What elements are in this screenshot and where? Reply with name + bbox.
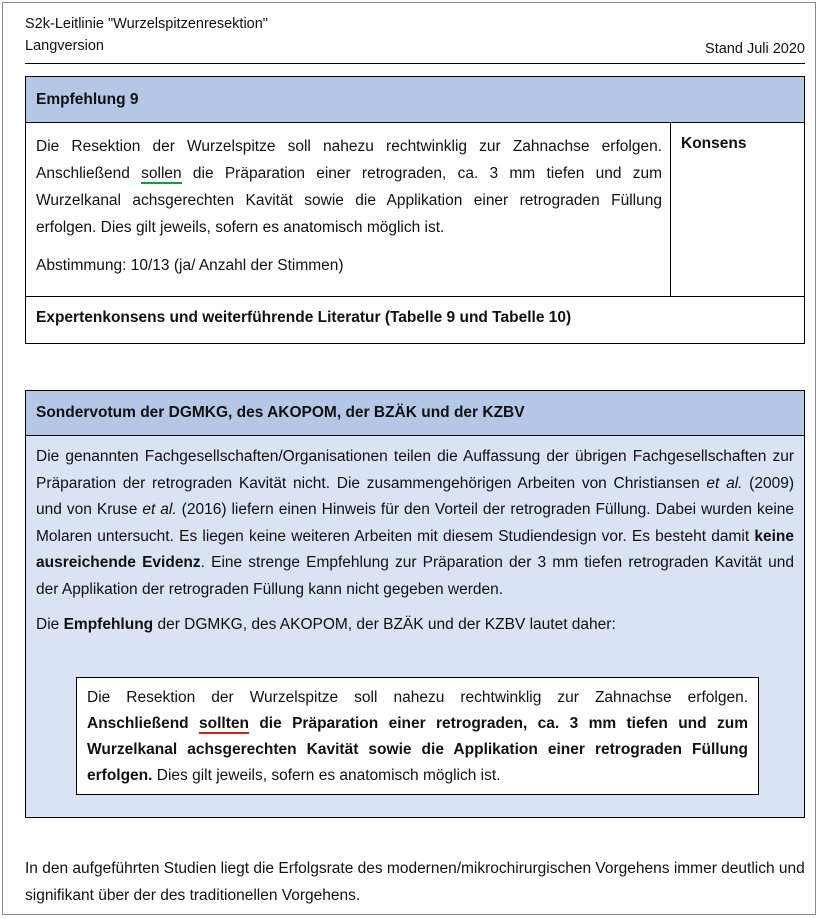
document-subtitle: Langversion [25,38,104,54]
inner-bold-2: die Präparation einer retrograden, ca. 3 mm tiefen und zum Wurzelkanal achsgerechten Kavität sowie die Applikation einer retrograden Füllung erfolgen. [87,715,748,784]
underlined-sollten: sollten [199,715,249,732]
p2-text-a: Die [36,616,64,633]
recommendation-text-part-2: die Präparation einer retrograden, ca. 3 mm tiefen und zum Wurzelkanal achsgerechten Kavität sowie die Applikation einer retrograden Füllung erfolgen. Dies gilt jeweils, sofern es anatomisch möglich ist. [36,165,662,236]
consensus-label: Konsens [681,135,747,152]
underlined-sollen: sollen [141,165,182,182]
p1-bold: keine ausreichende Evidenz [36,527,794,571]
closing-paragraph: In den aufgeführten Studien liegt die Erfolgsrate des modernen/mikrochirurgischen Vorgehens immer deutlich und signifikant über der des traditionellen Vorgehens. [25,860,805,904]
document-date: Stand Juli 2020 [705,41,805,57]
special-vote-heading: Sondervotum der DGMKG, des AKOPOM, der BZÄK und der KZBV [26,391,804,436]
inner-bold-1: Anschließend [87,715,199,732]
p2-bold: Empfehlung [63,616,154,633]
p1-text-b: (2009) und von Kruse [36,474,794,518]
page-header [25,13,805,57]
inner-text-1: Die Resektion der Wurzelspitze soll nahezu rechtwinklig zur Zahnachse erfolgen. [87,689,748,706]
vote-result: Abstimmung: 10/13 (ja/ Anzahl der Stimmen) [36,257,344,274]
alternative-recommendation-box [76,677,759,795]
recommendation-box [25,76,805,344]
special-vote-paragraph-1 [36,444,794,603]
column-divider [670,123,671,296]
special-vote-paragraph-2 [36,612,794,638]
inner-text-2: Dies gilt jeweils, sofern es anatomisch möglich ist. [152,767,501,784]
p2-text-b: der DGMKG, des AKOPOM, der BZÄK und der KZBV lautet daher: [153,616,616,633]
et-al-1: et al. [706,474,743,492]
recommendation-text-part-1: Die Resektion der Wurzelspitze soll nahezu rechtwinklig zur Zahnachse erfolgen. Anschließend [36,138,662,182]
et-al-2: et al. [142,501,177,518]
p1-text-c: (2016) liefern einen Hinweis für den Vorteil der retrograden Füllung. Dabei wurden keine Molaren untersucht. Es liegen keine weiteren Arbeiten mit diesem Studiendesign vor. Es besteht damit [36,501,795,545]
recommendation-text [36,133,662,279]
document-title: S2k-Leitlinie "Wurzelspitzenresektion" [25,16,268,32]
recommendation-heading: Empfehlung 9 [26,77,804,123]
recommendation-body [26,123,804,297]
recommendation-footer: Expertenkonsens und weiterführende Literatur (Tabelle 9 und Tabelle 10) [36,309,572,326]
p1-text-a: Die genannten Fachgesellschaften/Organisationen teilen die Auffassung der übrigen Fachgesellschaften zur Präparation der retrograden Kavität nicht. Die zusammengehörigen Arbeiten von Christiansen [36,448,794,492]
special-vote-box [25,390,805,818]
header-rule [25,63,805,64]
p1-text-d: . Eine strenge Empfehlung zur Präparation der 3 mm tiefen retrograden Kavität und der Applikation der retrograden Füllung kann nicht gegeben werden. [36,554,794,598]
